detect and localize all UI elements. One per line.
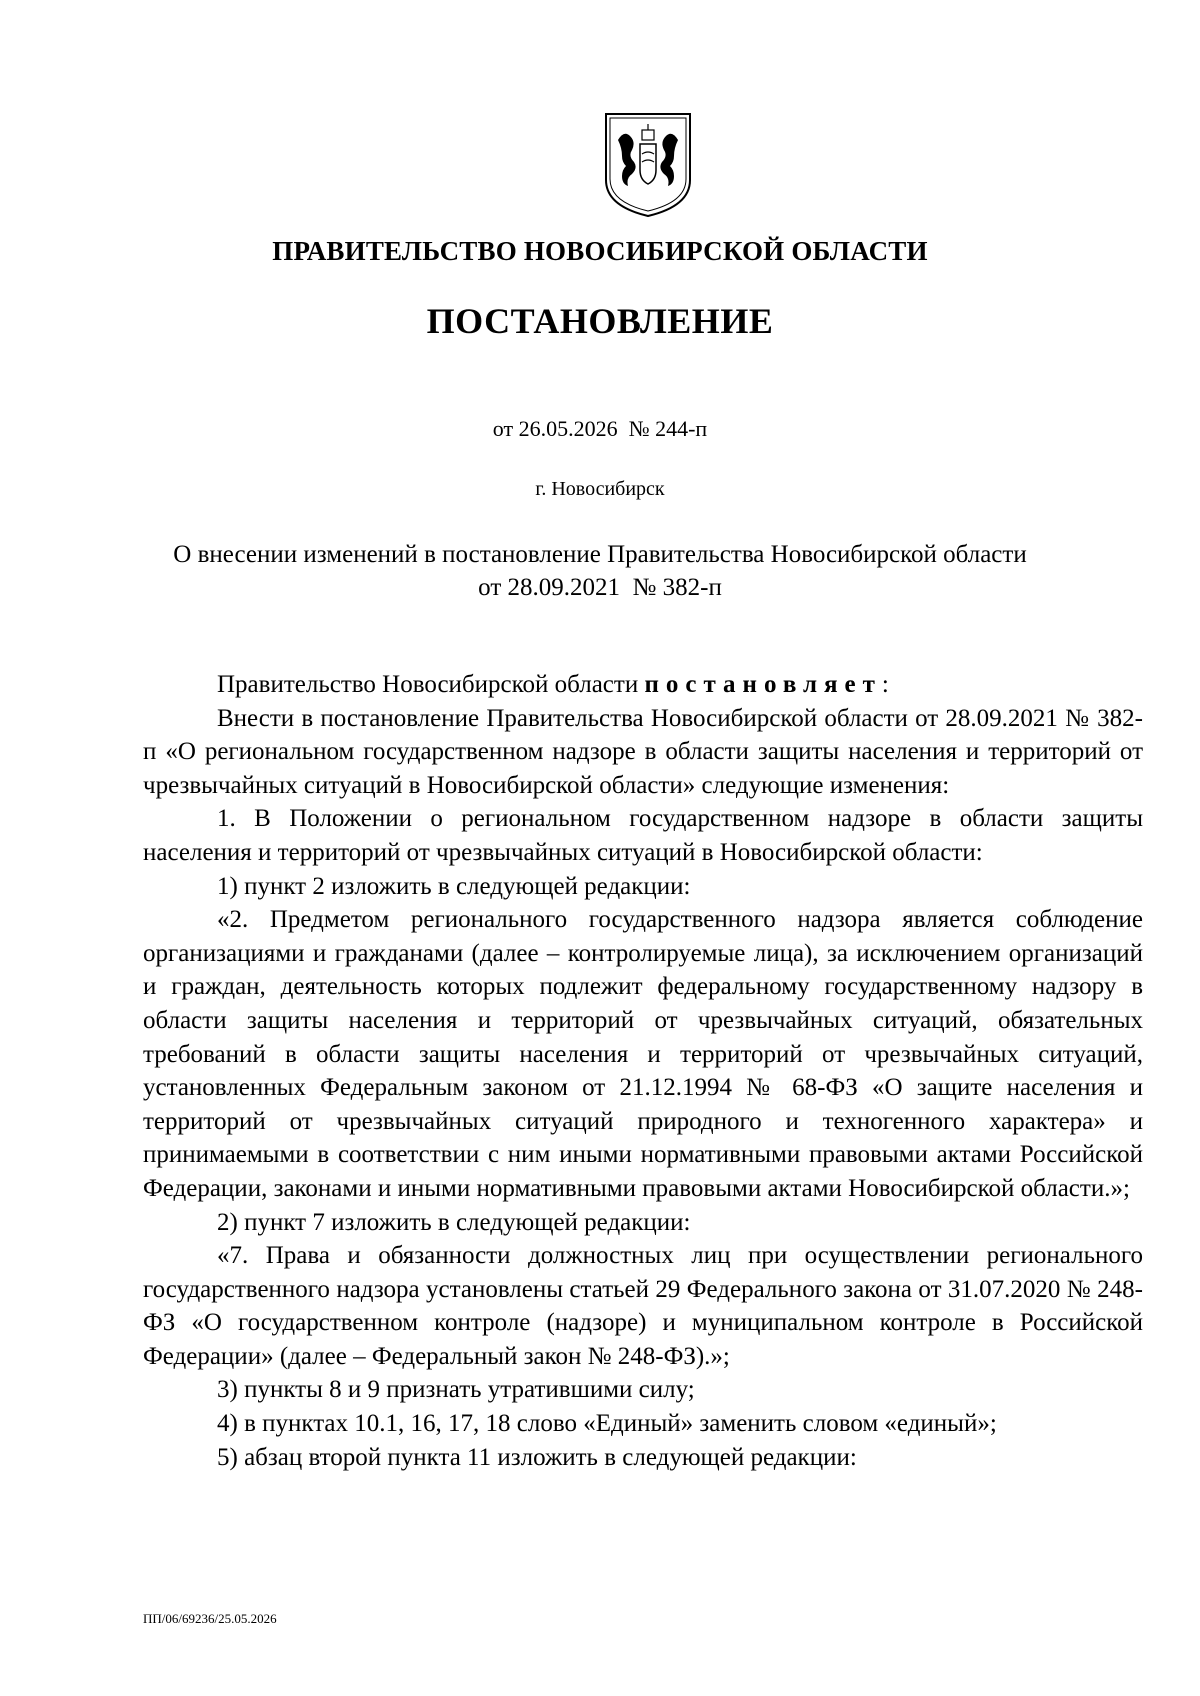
coat-of-arms-icon xyxy=(602,110,694,220)
subject-line-2: от 28.09.2021 № 382-п xyxy=(478,574,722,601)
body-paragraph: 5) абзац второй пункта 11 изложить в следующей редакции: xyxy=(217,1443,857,1471)
body-paragraph: Внести в постановление Правительства Новосибирской области от 28.09.2021 № 382-п «О региональном государственном надзоре в области защиты населения и территорий от чрезвычайных ситуаций в Новосибирской области» следующие изменения: xyxy=(143,704,1143,799)
document-body xyxy=(143,668,1143,1474)
intro-paragraph xyxy=(143,668,1143,702)
footer-document-code: ПП/06/69236/25.05.2026 xyxy=(143,1611,277,1626)
body-paragraph: 3) пункты 8 и 9 признать утратившими силу; xyxy=(217,1376,695,1404)
body-paragraph: 1) пункт 2 изложить в следующей редакции: xyxy=(217,872,691,900)
intro-suffix: : xyxy=(881,671,889,698)
body-paragraph: «7. Права и обязанности должностных лиц при осуществлении регионального государственного надзора установлены статьей 29 Федерального закона от 31.07.2020 № 248-ФЗ «О государственном контроле (надзоре) и муниципальном контроле в Российской Федерации» (далее – Федеральный закон № 248-ФЗ).»; xyxy=(143,1242,1143,1370)
subject-line-1: О внесении изменений в постановление Правительства Новосибирской области xyxy=(173,541,1027,568)
organization-title: ПРАВИТЕЛЬСТВО НОВОСИБИРСКОЙ ОБЛАСТИ xyxy=(272,236,928,266)
body-paragraph: 4) в пунктах 10.1, 16, 17, 18 слово «Единый» заменить словом «единый»; xyxy=(217,1410,997,1438)
document-type: ПОСТАНОВЛЕНИЕ xyxy=(426,301,774,341)
body-paragraph: «2. Предметом регионального государственного надзора является соблюдение организациями и гражданами (далее – контролируемые лица), за исключением организаций и граждан, деятельность которых подлежит федеральному государственному надзору в области защиты населения и территорий от чрезвычайных ситуаций, обязательных требований в области защиты населения и территорий от чрезвычайных ситуаций, установленных Федеральным законом от 21.12.1994 № 68-ФЗ «О защите населения и территорий от чрезвычайных ситуаций природного и техногенного характера» и принимаемыми в соответствии с ним иными нормативными правовыми актами Российской Федерации, законами и иными нормативными правовыми актами Новосибирской области.»; xyxy=(143,906,1143,1202)
body-paragraph: 2) пункт 7 изложить в следующей редакции: xyxy=(217,1208,691,1236)
document-number-date: от 26.05.2026 № 244-п xyxy=(492,416,708,441)
intro-decree-word: постановляет xyxy=(644,671,882,698)
document-city: г. Новосибирск xyxy=(535,478,665,500)
intro-prefix: Правительство Новосибирской области xyxy=(217,671,645,698)
document-subject xyxy=(0,538,1200,604)
body-paragraph: 1. В Положении о региональном государственном надзоре в области защиты населения и территорий от чрезвычайных ситуаций в Новосибирской области: xyxy=(143,805,1143,866)
